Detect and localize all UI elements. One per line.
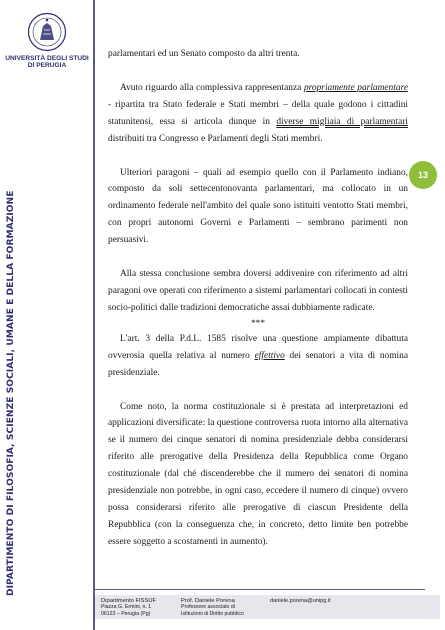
footer-dept-line-1: Dipartimento FISSUF <box>101 598 157 604</box>
sidebar-divider <box>93 0 95 630</box>
university-logo-text <box>4 55 90 69</box>
paragraph-0: parlamentari ed un Senato composto da altri trenta. <box>108 49 300 59</box>
section-separator: *** <box>250 318 266 329</box>
paragraph-1-text-a: Avuto riguardo alla complessiva rappresentanza <box>120 82 304 93</box>
university-name: UNIVERSITÀ DEGLI STUDI <box>5 55 89 62</box>
italic-phrase: propriamente parlamentare <box>303 82 408 93</box>
paragraph-4-text-a: L'art. 3 della P.d.L. 1585 risolve una questione ampiamente dibattuta ovverosia quella relativa al numero <box>108 333 408 361</box>
footer-author <box>181 598 266 617</box>
footer-dept-line-2: Piazza G. Ermini, n. 1 <box>101 604 152 611</box>
footer-author-subject: Istituzioni di Diritto pubblico <box>181 610 244 617</box>
emphasis-diverse-migliaia: diverse migliaia di parlamentari <box>276 116 408 127</box>
university-city: DI PERUGIA <box>27 62 67 69</box>
paragraph-4 <box>108 331 408 382</box>
footer-author-name: Prof. Daniele Porena <box>181 598 235 604</box>
footer-dept-line-3: 06123 – Perugia (Pg) <box>101 610 151 617</box>
footer-author-role: Professore associato di <box>181 604 235 611</box>
paragraph-5: Come noto, la norma costituzionale si è prestata ad interpretazioni ed applicazioni diversificate: la questione controversa ruota intorno alla alternativa se il numero dei cinque senatori di nomina presidenziale debba considerarsi riferito alle prerogative della Presidenza della Repubblica come Organo costituzionale (dal ché discenderebbe che il numero dei senatori di nomina presidenziale non potrebbe, in ogni caso, eccedere il numero di cinque) ovvero possa considerarsi riferito alle prerogative di ciascun Presidente della Repubblica (con la conseguenza che, in concreto, detto limite ben potrebbe essere soggetto a scostamenti in aumento). <box>108 401 408 547</box>
paragraph-1 <box>108 80 408 148</box>
emphasis-propriamente-parlamentare <box>304 83 408 93</box>
page-number-badge: 13 <box>409 161 437 189</box>
department-vertical-label: DIPARTIMENTO DI FILOSOFIA, SCIENZE SOCIALI, UMANE E DELLA FORMAZIONE <box>6 190 16 596</box>
sidebar <box>0 0 93 630</box>
footer-divider <box>95 589 425 590</box>
university-seal-icon <box>27 12 67 52</box>
paragraph-2: Ulteriori paragoni – quali ad esempio quello con il Parlamento indiano, composto da soli settecentonovanta parlamentari, ma collocato in un ordinamento federale nell'ambito del quale sono istituiti ventotto Stati membri, con propri autonomi Governi e Parlamenti – sembrano parimenti non persuasivi. <box>108 167 408 246</box>
footer-email[interactable]: daniele.porena@unipg.it <box>270 598 331 604</box>
paragraph-1-text-c: - ripartita tra Stato federale e Stati membri – della quale godono i cittadini statunitensi, essa si articola dunque in <box>108 99 408 127</box>
paragraph-4-text-c: dei senatori a vita di nomina presidenziale. <box>108 350 408 378</box>
emphasis-effettivo: effettivo <box>254 350 285 361</box>
paragraph-3: Alla stessa conclusione sembra doversi addivenire con riferimento ad altri paragoni ove operati con riferimento a sistemi parlamentari collocati in contesti socio-politici dalle tradizioni democratiche assai dubbiamente radicate. <box>108 269 408 313</box>
footer-department <box>101 598 175 617</box>
document-body <box>108 46 408 551</box>
paragraph-1-text-e: distribuiti tra Congresso e Parlamenti degli Stati membri. <box>108 133 323 144</box>
